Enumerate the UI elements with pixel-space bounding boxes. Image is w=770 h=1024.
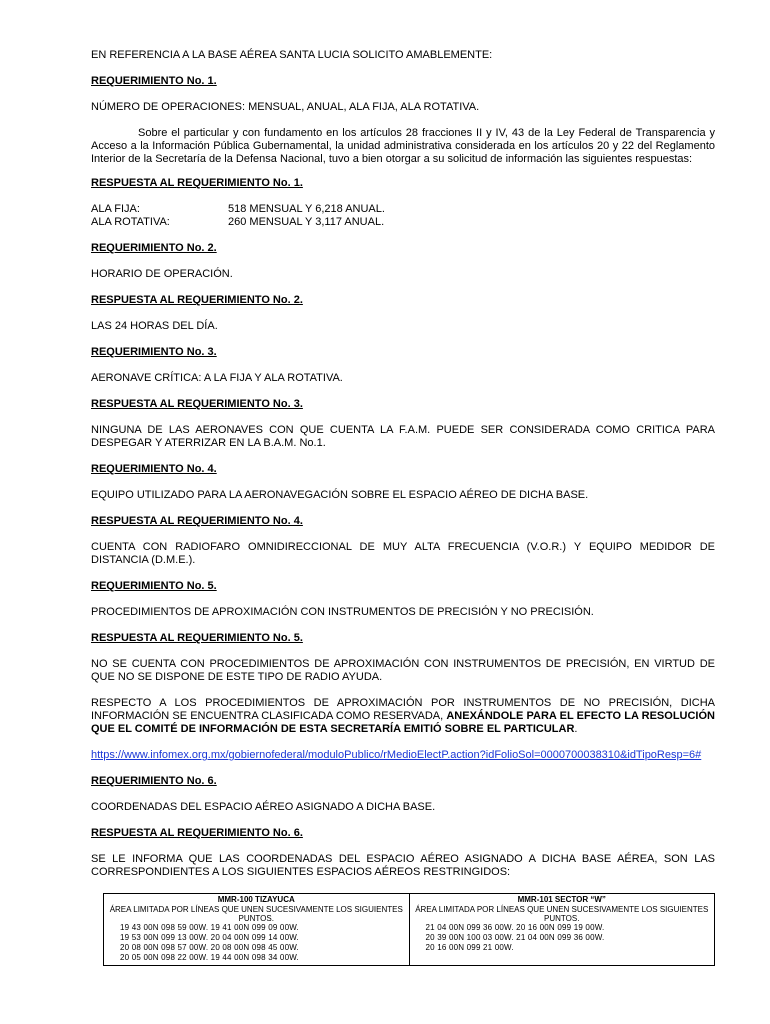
req4-answer: CUENTA CON RADIOFARO OMNIDIRECCIONAL DE MUY ALTA FRECUENCIA (V.O.R.) Y EQUIPO MEDIDOR DE DISTANCIA (D.M.E.). (91, 541, 715, 566)
document-page (91, 49, 715, 879)
req1-heading: REQUERIMIENTO No. 1. (91, 75, 217, 87)
req5-answer-heading: RESPUESTA AL REQUERIMIENTO No. 5. (91, 632, 303, 644)
req6-answer-heading: RESPUESTA AL REQUERIMIENTO No. 6. (91, 827, 303, 839)
answer-row-rotary-wing (91, 216, 715, 229)
reserved-bold-text: ANEXÁNDOLE PARA EL EFECTO LA RESOLUCIÓN QUE EL COMITÉ DE INFORMACIÓN DE ESTA SECRETARÍA EMITIÓ SOBRE EL PARTICULAR (91, 710, 715, 735)
req3-answer-heading: RESPUESTA AL REQUERIMIENTO No. 3. (91, 398, 303, 410)
req2-text: HORARIO DE OPERACIÓN. (91, 268, 233, 280)
airspace-title: MMR-100 TIZAYUCA (217, 895, 295, 904)
airspace-cell-mmr100 (104, 894, 410, 966)
legal-paragraph: Sobre el particular y con fundamento en los artículos 28 fracciones II y IV, 43 de la Ley Federal de Transparencia y Acceso a la Información Pública Gubernamental, la unidad administrativa considerada en los artículos 20 y 22 del Reglamento Interior de la Secretaría de la Defensa Nacional, tuvo a bien otorgar a su solicitud de información las siguientes respuestas: (91, 127, 715, 165)
row-label: ALA FIJA: (91, 203, 140, 215)
coord-line: 21 04 00N 099 36 00W. 20 16 00N 099 19 00W. (425, 923, 605, 932)
airspace-title: MMR-101 SECTOR “W” (517, 895, 606, 904)
req6-answer: SE LE INFORMA QUE LAS COORDENADAS DEL ESPACIO AÉREO ASIGNADO A DICHA BASE AÉREA, SON LAS CORRESPONDIENTES A LOS SIGUIENTES ESPACIOS AÉREOS RESTRINGIDOS: (91, 853, 715, 878)
row-value: 260 MENSUAL Y 3,117 ANUAL. (228, 216, 385, 228)
row-value: 518 MENSUAL Y 6,218 ANUAL. (228, 203, 385, 215)
coord-line: 20 16 00N 099 21 00W. (425, 943, 514, 952)
req6-text: COORDENADAS DEL ESPACIO AÉREO ASIGNADO A DICHA BASE. (91, 801, 436, 813)
coord-line: 20 08 00N 098 57 00W. 20 08 00N 098 45 00W. (120, 943, 299, 952)
answer-row-fixed-wing (91, 203, 715, 216)
req5-answer: NO SE CUENTA CON PROCEDIMIENTOS DE APROXIMACIÓN CON INSTRUMENTOS DE PRECISIÓN, EN VIRTUD DE QUE NO SE DISPONE DE ESTE TIPO DE RADIO AYUDA. (91, 658, 715, 683)
row-label: ALA ROTATIVA: (91, 216, 170, 228)
req4-heading: REQUERIMIENTO No. 4. (91, 463, 217, 475)
req1-answer-heading: RESPUESTA AL REQUERIMIENTO No. 1. (91, 177, 303, 189)
req5-answer-reserved (91, 697, 715, 736)
req1-answer-list (91, 203, 715, 229)
reserved-text: RESPECTO A LOS PROCEDIMIENTOS DE APROXIMACIÓN POR INSTRUMENTOS DE NO PRECISIÓN, DICHA INFORMACIÓN SE ENCUENTRA CLASIFICADA COMO RESERVADA, (91, 697, 715, 722)
req3-answer: NINGUNA DE LAS AERONAVES CON QUE CUENTA LA F.A.M. PUEDE SER CONSIDERADA COMO CRITICA PARA DESPEGAR Y ATERRIZAR EN LA B.A.M. No.1. (91, 424, 715, 449)
coord-line: 20 39 00N 100 03 00W. 21 04 00N 099 36 00W. (425, 933, 605, 942)
req2-answer: LAS 24 HORAS DEL DÍA. (91, 320, 218, 332)
req1-text: NÚMERO DE OPERACIONES: MENSUAL, ANUAL, ALA FIJA, ALA ROTATIVA. (91, 101, 480, 113)
airspace-cell-mmr101 (409, 894, 715, 966)
airspace-subtitle: ÁREA LIMITADA POR LÍNEAS QUE UNEN SUCESIVAMENTE LOS SIGUIENTES PUNTOS. (109, 905, 403, 923)
restricted-airspace-table (103, 893, 715, 966)
req5-text: PROCEDIMIENTOS DE APROXIMACIÓN CON INSTRUMENTOS DE PRECISIÓN Y NO PRECISIÓN. (91, 606, 594, 618)
req2-answer-heading: RESPUESTA AL REQUERIMIENTO No. 2. (91, 294, 303, 306)
req4-text: EQUIPO UTILIZADO PARA LA AERONAVEGACIÓN SOBRE EL ESPACIO AÉREO DE DICHA BASE. (91, 489, 589, 501)
reserved-end: . (574, 723, 578, 735)
coord-line: 20 05 00N 098 22 00W. 19 44 00N 098 34 00W. (120, 953, 299, 962)
airspace-subtitle: ÁREA LIMITADA POR LÍNEAS QUE UNEN SUCESIVAMENTE LOS SIGUIENTES PUNTOS. (415, 905, 709, 923)
req6-heading: REQUERIMIENTO No. 6. (91, 775, 217, 787)
infomex-link[interactable]: https://www.infomex.org.mx/gobiernofederal/moduloPublico/rMedioElectP.action?idFolioSol=0000700038310&idTipoResp=6# (91, 749, 702, 761)
coord-line: 19 43 00N 098 59 00W. 19 41 00N 099 09 00W. (120, 923, 299, 932)
req3-heading: REQUERIMIENTO No. 3. (91, 346, 217, 358)
req5-heading: REQUERIMIENTO No. 5. (91, 580, 217, 592)
coord-line: 19 53 00N 099 13 00W. 20 04 00N 099 14 00W. (120, 933, 299, 942)
req2-heading: REQUERIMIENTO No. 2. (91, 242, 217, 254)
intro-line: EN REFERENCIA A LA BASE AÉREA SANTA LUCIA SOLICITO AMABLEMENTE: (91, 49, 493, 61)
req3-text: AERONAVE CRÍTICA: A LA FIJA Y ALA ROTATIVA. (91, 372, 343, 384)
req4-answer-heading: RESPUESTA AL REQUERIMIENTO No. 4. (91, 515, 303, 527)
